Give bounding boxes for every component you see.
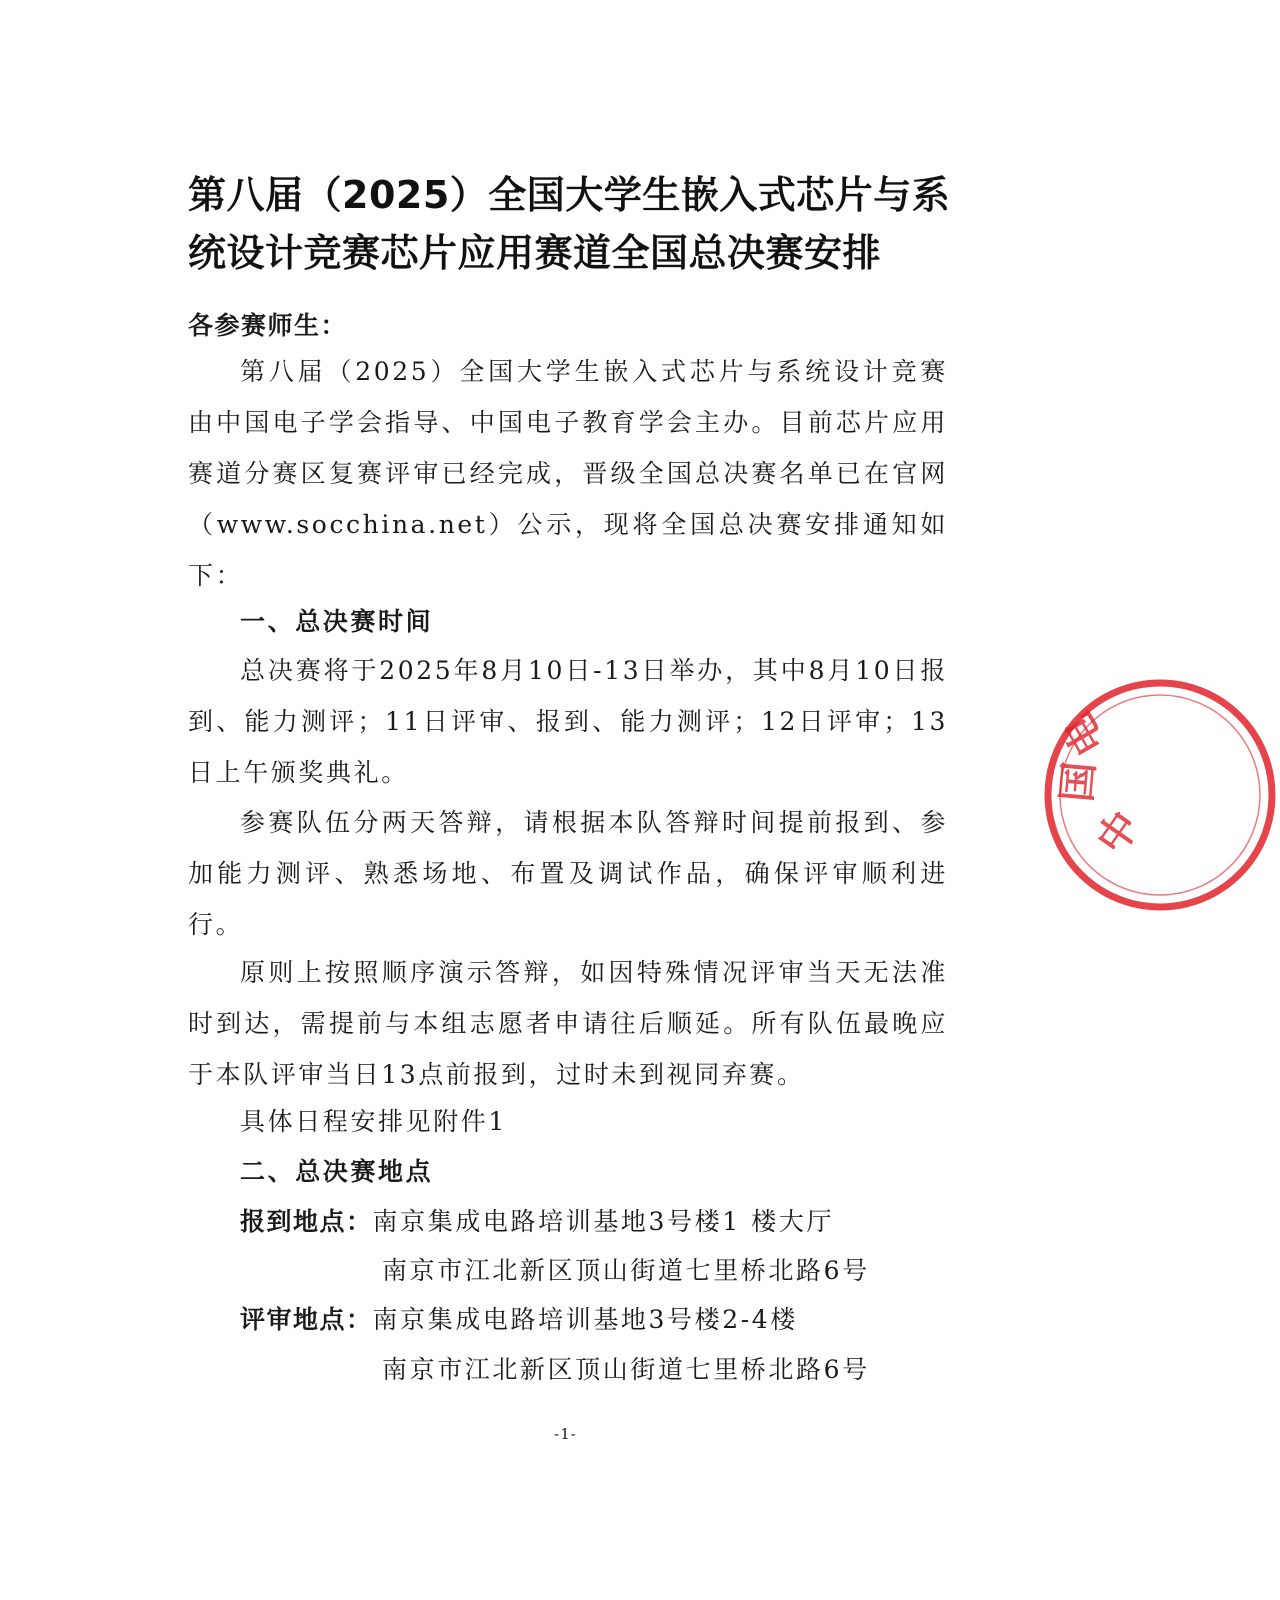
defense-paragraph: 参赛队伍分两天答辩，请根据本队答辩时间提前报到、参加能力测评、熟悉场地、布置及调试作品，确保评审顺利进行。 — [188, 808, 948, 939]
svg-text:国: 国 — [1054, 760, 1104, 804]
review-location — [240, 1294, 798, 1345]
attachment-note: 具体日程安排见附件1 — [240, 1107, 507, 1136]
checkin-label: 报到地点： — [240, 1207, 373, 1236]
section-heading-location: 二、总决赛地点 — [240, 1157, 434, 1186]
checkin-address: 南京市江北新区顶山街道七里桥北路6号 — [382, 1256, 870, 1285]
svg-text:电: 电 — [1054, 705, 1115, 763]
title-line-2: 统设计竞赛芯片应用赛道全国总决赛安排 — [188, 231, 882, 275]
svg-text:中: 中 — [1088, 803, 1150, 863]
review-address: 南京市江北新区顶山街道七里桥北路6号 — [382, 1355, 870, 1384]
page-number: -1- — [554, 1425, 577, 1443]
order-paragraph: 原则上按照顺序演示答辩，如因特殊情况评审当天无法准时到达，需提前与本组志愿者申请往后顺延。所有队伍最晚应于本队评审当日13点前报到，过时未到视同弃赛。 — [188, 958, 948, 1089]
salutation: 各参赛师生： — [188, 311, 348, 340]
intro-paragraph: 第八届（2025）全国大学生嵌入式芯片与系统设计竞赛由中国电子学会指导、中国电子教育学会主办。目前芯片应用赛道分赛区复赛评审已经完成，晋级全国总决赛名单已在官网（www.socchina.net）公示，现将全国总决赛安排通知如下： — [188, 357, 948, 590]
document-title — [188, 166, 951, 282]
checkin-place: 南京集成电路培训基地3号楼1 楼大厅 — [372, 1207, 835, 1236]
title-line-1: 第八届（2025）全国大学生嵌入式芯片与系 — [188, 173, 951, 217]
review-label: 评审地点： — [240, 1305, 373, 1334]
review-place: 南京集成电路培训基地3号楼2-4楼 — [372, 1305, 798, 1334]
checkin-location — [240, 1196, 834, 1247]
section-heading-time: 一、总决赛时间 — [240, 607, 434, 636]
official-seal-stamp — [1040, 675, 1280, 915]
schedule-paragraph: 总决赛将于2025年8月10日-13日举办，其中8月10日报到、能力测评；11日评审、报到、能力测评；12日评审；13日上午颁奖典礼。 — [188, 656, 948, 787]
